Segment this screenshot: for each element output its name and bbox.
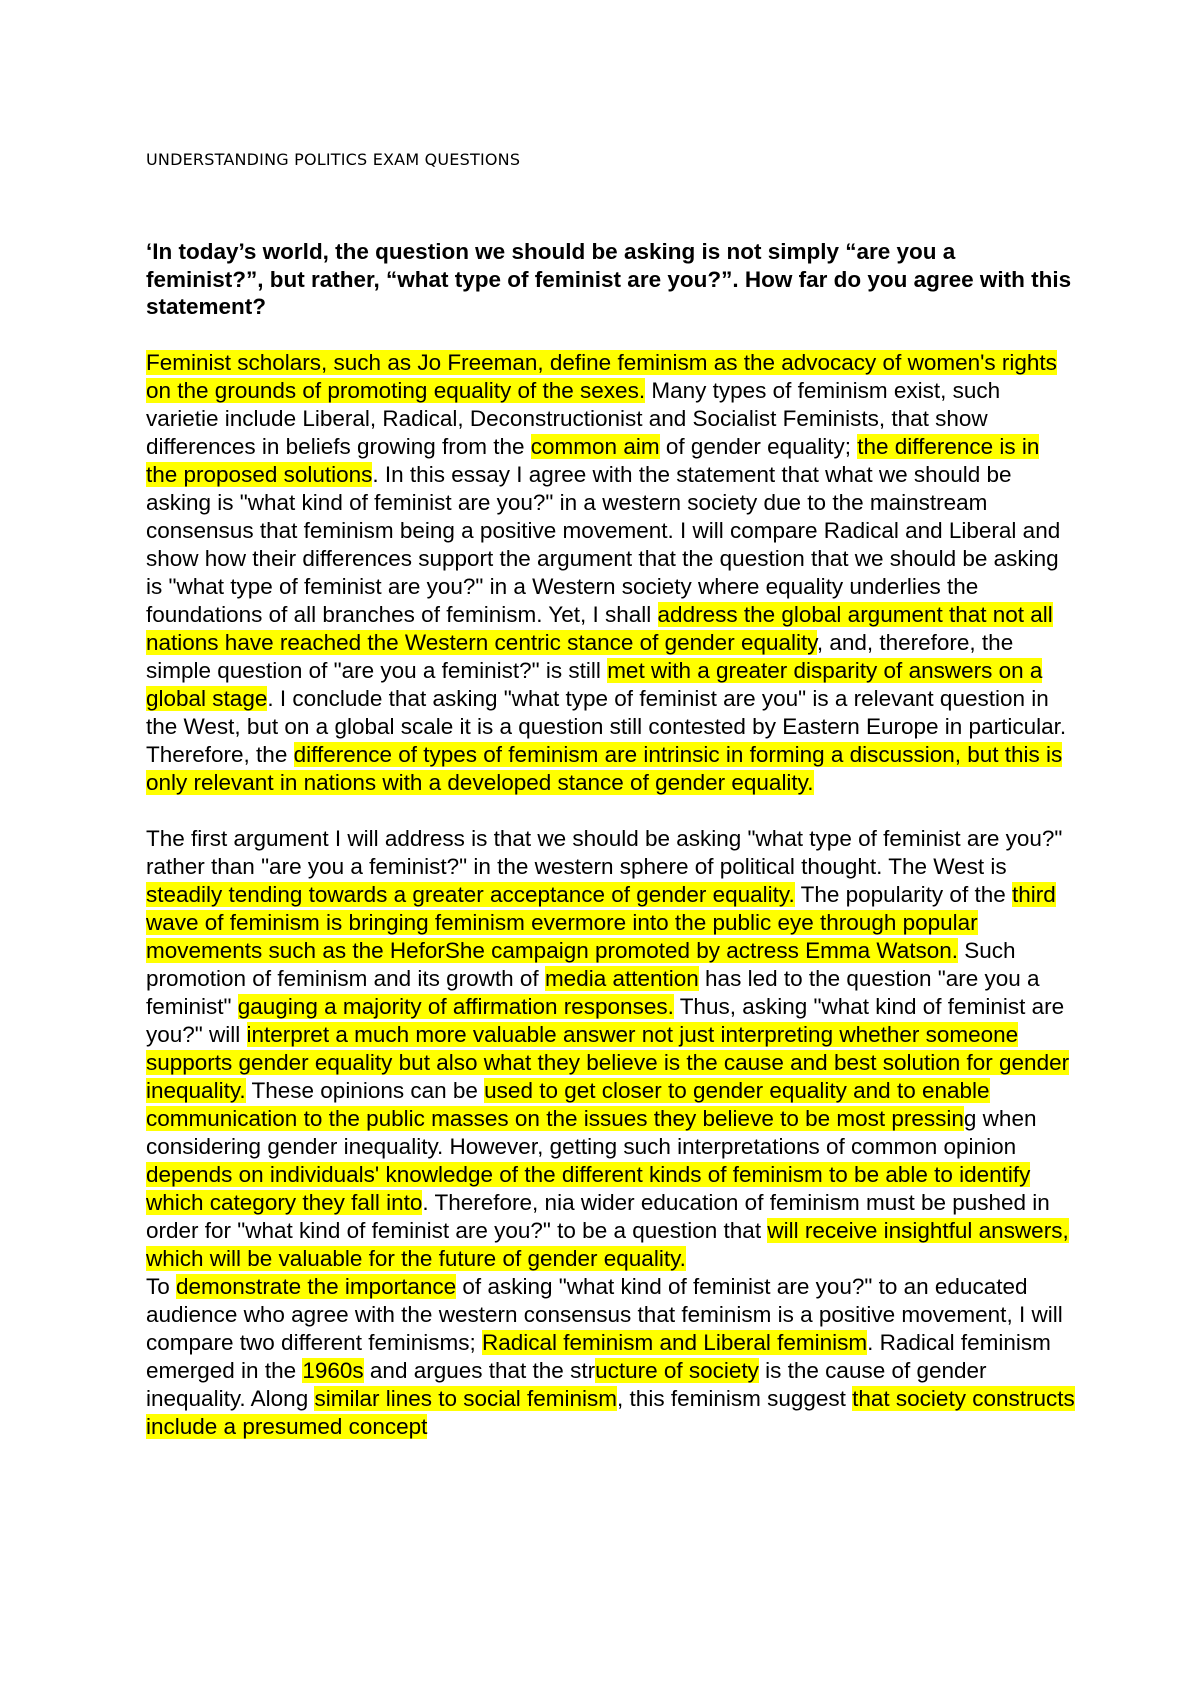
document-heading: UNDERSTANDING POLITICS EXAM QUESTIONS — [146, 150, 521, 169]
highlighted-text: gauging a majority of affirmation responses. — [237, 993, 674, 1019]
body-text: of asking "what kind of feminist are you?" to an educated audience who agree with the western consensus that feminism is a positive movement, I will compare two different feminisms; — [146, 1273, 1063, 1355]
paragraph-introduction — [146, 349, 1076, 797]
highlighted-text: used to get closer to gender equality and to enable communication to the public masses on the issues they believe to be most pressin — [146, 1077, 990, 1131]
highlighted-text: common aim — [530, 433, 660, 459]
paragraph-first-argument — [146, 825, 1076, 1273]
highlighted-text: 1960s — [302, 1357, 364, 1383]
body-text: g when considering gender inequality. However, getting such interpretations of common opinion — [146, 1105, 1037, 1159]
highlighted-text: difference of types of feminism are intrinsic in forming a discussion, but this is only relevant in nations with a developed stance of gender equality. — [146, 741, 1063, 795]
body-text: The popularity of the — [794, 881, 1012, 907]
highlighted-text: address the global argument that not all nations have reached the Western centric stance of gender equality — [146, 601, 1053, 655]
body-text: is the cause of gender inequality. Along — [146, 1357, 987, 1411]
highlighted-text: depends on individuals' knowledge of the different kinds of feminism to be able to identify which category they fall into — [146, 1161, 1031, 1215]
highlighted-text: similar lines to social feminism — [314, 1385, 618, 1411]
body-text: These opinions can be — [245, 1077, 485, 1103]
body-text: , this feminism suggest — [617, 1385, 853, 1411]
highlighted-text: met with a greater disparity of answers on a global stage — [146, 657, 1043, 711]
paragraph-comparison — [146, 1273, 1076, 1441]
body-text: . In this essay I agree with the statement that what we should be asking is "what kind of feminist are you?" in a western society due to the mainstream consensus that feminism being a positive movement. I will compare Radical and Liberal and show how their differences support the argument that the question that we should be asking is "what type of feminist are you?" in a Western society where equality underlies the foundations of all branches of feminism. Yet, I shall — [146, 461, 1061, 627]
body-text: of gender equality; — [659, 433, 858, 459]
highlighted-text: interpret a much more valuable answer not just interpreting whether someone supports gender equality but also what they believe is the cause and best solution for gender inequality. — [146, 1021, 1070, 1103]
highlighted-text: that society constructs include a presumed concept — [146, 1385, 1075, 1439]
highlighted-text: the difference is in the proposed solutions — [146, 433, 1040, 487]
body-text: Thus, asking "what kind of feminist are you?" will — [146, 993, 1065, 1047]
body-text: and argues that the str — [363, 1357, 596, 1383]
highlighted-text: Radical feminism and Liberal feminism — [481, 1329, 868, 1355]
highlighted-text: steadily tending towards a greater acceptance of gender equality. — [146, 881, 795, 907]
body-text: Many types of feminism exist, such varietie include Liberal, Radical, Deconstructionist and Socialist Feminists, that show differences in beliefs growing from the — [146, 377, 1001, 459]
highlighted-text: demonstrate the importance — [176, 1273, 457, 1299]
body-text: To — [146, 1273, 177, 1299]
body-text: . Radical feminism emerged in the — [146, 1329, 1051, 1383]
highlighted-text: media attention — [544, 965, 699, 991]
highlighted-text: Feminist scholars, such as Jo Freeman, define feminism as the advocacy of women's rights on the grounds of promoting equality of the sexes. — [146, 349, 1057, 403]
body-text: has led to the question "are you a feminist" — [146, 965, 1040, 1019]
body-text: , and, therefore, the simple question of "are you a feminist?" is still — [146, 629, 1014, 683]
body-text: . Therefore, nia wider education of feminism must be pushed in order for "what kind of feminist are you?" to be a question that — [146, 1189, 1050, 1243]
body-text: The first argument I will address is that we should be asking "what type of feminist are you?" rather than "are you a feminist?" in the western sphere of political thought. The West is — [146, 825, 1063, 879]
body-text: . I conclude that asking "what type of feminist are you" is a relevant question in the West, but on a global scale it is a question still contested by Eastern Europe in particular. Therefore, the — [146, 685, 1067, 767]
essay-question: ‘In today’s world, the question we should be asking is not simply “are you a feminist?”, but rather, “what type of feminist are you?”. How far do you agree with this statement? — [146, 239, 1072, 319]
document-body — [146, 238, 1076, 1441]
highlighted-text: will receive insightful answers, which will be valuable for the future of gender equality. — [146, 1217, 1069, 1271]
highlighted-text: ucture of society — [595, 1357, 759, 1383]
body-text: Such promotion of feminism and its growth of — [146, 937, 1016, 991]
highlighted-text: third wave of feminism is bringing feminism evermore into the public eye through popular movements such as the HeforShe campaign promoted by actress Emma Watson. — [146, 881, 1056, 963]
